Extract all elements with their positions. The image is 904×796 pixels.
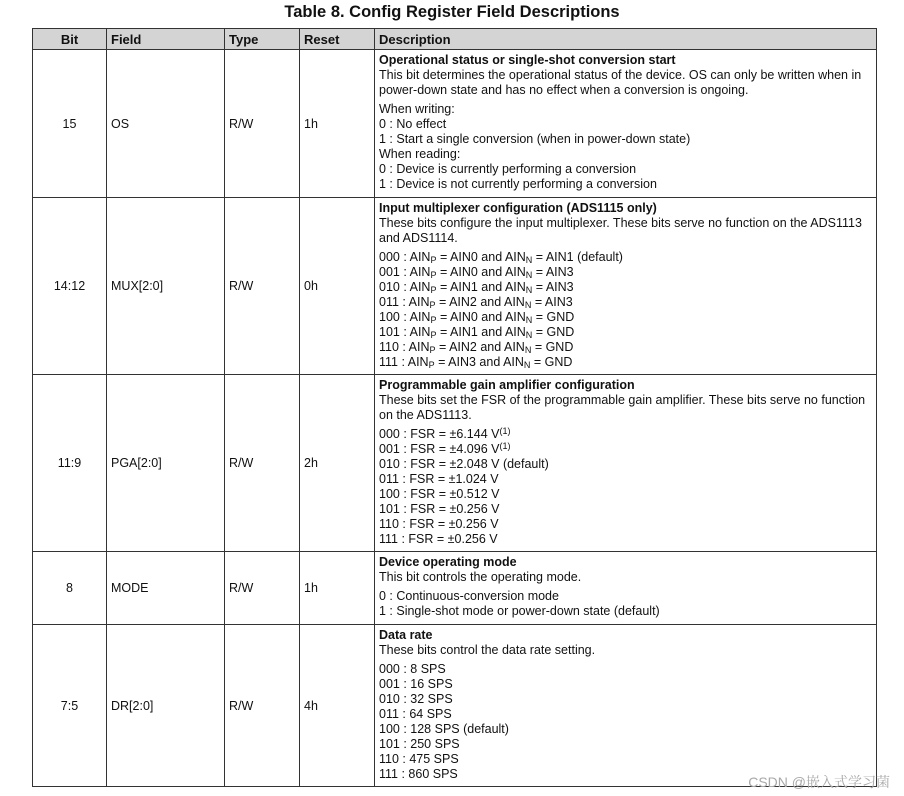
cell-type: R/W — [225, 625, 300, 787]
mux-ain: AIN — [409, 310, 431, 324]
pga-option-line — [379, 442, 872, 457]
mux-ain2: AIN — [504, 265, 526, 279]
cell-field: PGA[2:0] — [107, 375, 225, 552]
table-row-pga — [33, 375, 877, 552]
mux-option-line — [379, 310, 872, 325]
footnote-ref: (1) — [499, 426, 511, 436]
mux-n: N — [525, 285, 533, 295]
desc-title: Programmable gain amplifier configuration — [379, 378, 635, 392]
mux-ain: AIN — [408, 295, 430, 309]
pga-text: 000 : FSR = ±6.144 V — [379, 427, 500, 441]
mux-n: N — [525, 330, 533, 340]
cell-field: MUX[2:0] — [107, 198, 225, 375]
mux-ain: AIN — [408, 340, 430, 354]
config-register-table — [32, 28, 877, 787]
mux-p: P — [430, 270, 437, 280]
desc-line: 001 : 16 SPS — [379, 677, 453, 691]
pga-options — [379, 427, 872, 547]
mux-ain: AIN — [409, 325, 431, 339]
mux-pval: = AIN2 and — [435, 340, 504, 354]
mux-code: 011 : — [379, 295, 406, 309]
header-field: Field — [107, 29, 225, 50]
mux-code: 101 : — [379, 325, 407, 339]
pga-option-line — [379, 427, 872, 442]
cell-reset: 1h — [300, 552, 375, 625]
mux-p: P — [429, 345, 436, 355]
header-row — [33, 29, 877, 50]
pga-text: 001 : FSR = ±4.096 V — [379, 442, 500, 456]
mux-ain: AIN — [407, 355, 429, 369]
mux-ain2: AIN — [504, 310, 526, 324]
mux-option-line — [379, 295, 872, 310]
mux-nval: = GND — [530, 355, 573, 369]
header-description: Description — [375, 29, 877, 50]
watermark: CSDN @嵌入式学习菌 — [748, 774, 890, 790]
pga-option-line — [379, 502, 872, 517]
mux-option-line — [379, 325, 872, 340]
cell-reset: 4h — [300, 625, 375, 787]
cell-field: OS — [107, 50, 225, 198]
desc-body: This bit controls the operating mode. — [379, 570, 582, 584]
mux-ain2: AIN — [504, 340, 525, 354]
desc-body: These bits set the FSR of the programmable gain amplifier. These bits serve no function on the ADS1113. — [379, 393, 866, 422]
cell-type: R/W — [225, 552, 300, 625]
mux-nval: = GND — [532, 325, 575, 339]
mux-code: 100 : — [379, 310, 407, 324]
cell-bit: 11:9 — [33, 375, 107, 552]
mux-pval: = AIN0 and — [436, 250, 505, 264]
pga-option-line — [379, 487, 872, 502]
mux-pval: = AIN1 and — [436, 325, 505, 339]
cell-field: MODE — [107, 552, 225, 625]
mux-n: N — [523, 360, 531, 370]
pga-option-line — [379, 517, 872, 532]
desc-title: Data rate — [379, 628, 433, 642]
cell-reset: 1h — [300, 50, 375, 198]
mux-option-line — [379, 280, 872, 295]
desc-body: These bits control the data rate setting. — [379, 643, 596, 657]
mux-pval: = AIN3 and — [434, 355, 504, 369]
mux-code: 000 : — [379, 250, 407, 264]
mux-pval: = AIN0 and — [436, 310, 505, 324]
pga-option-line — [379, 532, 872, 547]
desc-body: These bits configure the input multiplexer. These bits serve no function on the ADS1113 and ADS1114. — [379, 216, 862, 245]
mux-n: N — [525, 270, 533, 280]
mux-nval: = AIN1 (default) — [532, 250, 623, 264]
cell-bit: 7:5 — [33, 625, 107, 787]
desc-line: 000 : 8 SPS — [379, 662, 446, 676]
table-row-os — [33, 50, 877, 198]
mux-ain2: AIN — [503, 355, 524, 369]
mux-ain: AIN — [409, 265, 431, 279]
cell-bit: 8 — [33, 552, 107, 625]
desc-line: 110 : 475 SPS — [379, 752, 459, 766]
cell-reset: 0h — [300, 198, 375, 375]
desc-title: Operational status or single-shot conversion start — [379, 53, 676, 67]
pga-text: 101 : FSR = ±0.256 V — [379, 502, 500, 516]
mux-p: P — [430, 255, 437, 265]
desc-line: 010 : 32 SPS — [379, 692, 453, 706]
cell-description — [375, 625, 877, 787]
desc-line: 1 : Device is not currently performing a conversion — [379, 177, 657, 191]
mux-n: N — [524, 300, 532, 310]
mux-option-line — [379, 265, 872, 280]
mux-code: 110 : — [379, 340, 406, 354]
desc-line: 101 : 250 SPS — [379, 737, 460, 751]
mux-code: 111 : — [379, 355, 405, 369]
pga-text: 100 : FSR = ±0.512 V — [379, 487, 500, 501]
cell-type: R/W — [225, 50, 300, 198]
table-row-mux — [33, 198, 877, 375]
desc-body: This bit determines the operational status of the device. OS can only be written when in power-down state and has no effect when a conversion is ongoing. — [379, 68, 862, 97]
desc-line: 100 : 128 SPS (default) — [379, 722, 509, 736]
mux-p: P — [428, 360, 435, 370]
mux-option-line — [379, 355, 872, 370]
header-reset: Reset — [300, 29, 375, 50]
cell-bit: 14:12 — [33, 198, 107, 375]
mux-n: N — [524, 345, 532, 355]
desc-line: 1 : Start a single conversion (when in power-down state) — [379, 132, 691, 146]
mux-ain: AIN — [409, 250, 431, 264]
mux-ain2: AIN — [504, 295, 525, 309]
header-bit: Bit — [33, 29, 107, 50]
cell-description — [375, 552, 877, 625]
mux-pval: = AIN1 and — [436, 280, 505, 294]
desc-title: Device operating mode — [379, 555, 517, 569]
pga-text: 011 : FSR = ±1.024 V — [379, 472, 499, 486]
desc-line: When writing: — [379, 102, 455, 116]
table-row-mode — [33, 552, 877, 625]
mux-p: P — [430, 330, 437, 340]
mux-nval: = AIN3 — [531, 295, 573, 309]
mux-pval: = AIN0 and — [436, 265, 505, 279]
desc-line: When reading: — [379, 147, 461, 161]
cell-type: R/W — [225, 198, 300, 375]
cell-description — [375, 375, 877, 552]
mux-options — [379, 250, 872, 370]
desc-line: 111 : 860 SPS — [379, 767, 458, 781]
pga-option-line — [379, 457, 872, 472]
mux-code: 001 : — [379, 265, 407, 279]
mux-nval: = GND — [532, 310, 575, 324]
mux-ain2: AIN — [504, 250, 526, 264]
desc-line: 0 : No effect — [379, 117, 447, 131]
cell-type: R/W — [225, 375, 300, 552]
mux-n: N — [525, 255, 533, 265]
mux-p: P — [430, 285, 437, 295]
table-title: Table 8. Config Register Field Descriptions — [284, 3, 620, 21]
mux-ain2: AIN — [504, 280, 526, 294]
mux-nval: = AIN3 — [532, 265, 574, 279]
mux-option-line — [379, 250, 872, 265]
mux-nval: = GND — [531, 340, 574, 354]
table-row-dr — [33, 625, 877, 787]
pga-text: 111 : FSR = ±0.256 V — [379, 532, 498, 546]
desc-line: 0 : Device is currently performing a conversion — [379, 162, 637, 176]
mux-option-line — [379, 340, 872, 355]
cell-reset: 2h — [300, 375, 375, 552]
mux-code: 010 : — [379, 280, 407, 294]
pga-text: 010 : FSR = ±2.048 V (default) — [379, 457, 549, 471]
cell-bit: 15 — [33, 50, 107, 198]
cell-description — [375, 50, 877, 198]
pga-option-line — [379, 472, 872, 487]
mux-p: P — [430, 315, 437, 325]
mux-n: N — [525, 315, 533, 325]
mux-p: P — [429, 300, 436, 310]
mux-nval: = AIN3 — [532, 280, 574, 294]
desc-line: 1 : Single-shot mode or power-down state (default) — [379, 604, 660, 618]
mux-ain2: AIN — [504, 325, 526, 339]
footnote-ref: (1) — [499, 441, 511, 451]
desc-line: 011 : 64 SPS — [379, 707, 452, 721]
mux-ain: AIN — [409, 280, 431, 294]
header-type: Type — [225, 29, 300, 50]
pga-text: 110 : FSR = ±0.256 V — [379, 517, 499, 531]
mux-pval: = AIN2 and — [435, 295, 504, 309]
cell-description — [375, 198, 877, 375]
desc-line: 0 : Continuous-conversion mode — [379, 589, 559, 603]
cell-field: DR[2:0] — [107, 625, 225, 787]
desc-title: Input multiplexer configuration (ADS1115 only) — [379, 201, 657, 215]
